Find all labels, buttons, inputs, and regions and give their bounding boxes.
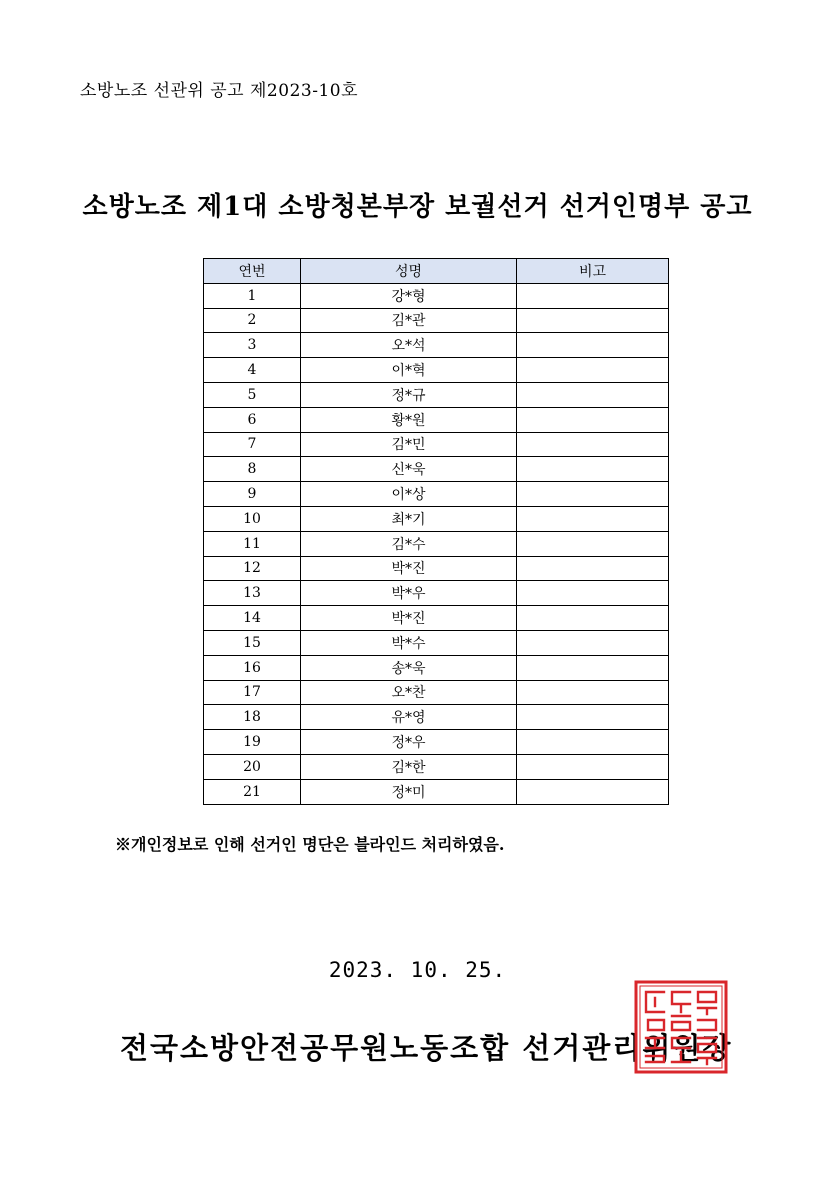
table-row [204,779,669,804]
table-row [204,730,669,755]
table-header-row [204,259,669,284]
table-row [204,630,669,655]
table-body [204,283,669,804]
table-row [204,432,669,457]
table-row [204,531,669,556]
cell-name: 최*기 [301,506,517,531]
signer-name: 전국소방안전공무원노동조합 선거관리위원장 [120,1031,733,1065]
cell-name: 김*수 [301,531,517,556]
cell-number: 3 [204,333,301,358]
table-row [204,457,669,482]
table-row [204,283,669,308]
cell-name: 신*욱 [301,457,517,482]
header-name: 성명 [301,259,517,284]
page-title: 소방노조 제1대 소방청본부장 보궐선거 선거인명부 공고 [82,192,753,222]
table-row [204,680,669,705]
header-remarks: 비고 [517,259,669,284]
cell-name: 유*영 [301,705,517,730]
cell-number: 7 [204,432,301,457]
cell-number: 17 [204,680,301,705]
cell-number: 10 [204,506,301,531]
voter-list-table [203,258,669,805]
cell-name: 정*규 [301,382,517,407]
cell-number: 4 [204,358,301,383]
table-row [204,705,669,730]
cell-name: 황*원 [301,407,517,432]
cell-remarks [517,432,669,457]
cell-number: 6 [204,407,301,432]
cell-number: 1 [204,283,301,308]
cell-remarks [517,506,669,531]
cell-number: 16 [204,655,301,680]
cell-number: 12 [204,556,301,581]
privacy-note: ※개인정보로 인해 선거인 명단은 블라인드 처리하였음. [115,835,505,854]
official-seal-icon [634,980,728,1074]
cell-number: 13 [204,581,301,606]
cell-remarks [517,308,669,333]
cell-name: 김*관 [301,308,517,333]
notice-number: 소방노조 선관위 공고 제2023-10호 [80,81,358,101]
table-row [204,606,669,631]
cell-remarks [517,457,669,482]
cell-number: 5 [204,382,301,407]
cell-number: 8 [204,457,301,482]
cell-remarks [517,358,669,383]
cell-remarks [517,531,669,556]
table-row [204,482,669,507]
table-row [204,382,669,407]
cell-remarks [517,382,669,407]
cell-number: 19 [204,730,301,755]
cell-name: 송*욱 [301,655,517,680]
cell-remarks [517,680,669,705]
notice-date: 2023. 10. 25. [328,958,507,982]
cell-name: 이*상 [301,482,517,507]
cell-number: 15 [204,630,301,655]
cell-remarks [517,779,669,804]
cell-remarks [517,606,669,631]
table-row [204,506,669,531]
cell-remarks [517,482,669,507]
cell-name: 오*찬 [301,680,517,705]
cell-name: 이*혁 [301,358,517,383]
cell-name: 김*한 [301,754,517,779]
cell-number: 18 [204,705,301,730]
cell-number: 11 [204,531,301,556]
table-row [204,358,669,383]
cell-number: 14 [204,606,301,631]
cell-remarks [517,407,669,432]
table-row [204,556,669,581]
cell-name: 정*우 [301,730,517,755]
cell-remarks [517,705,669,730]
table-row [204,308,669,333]
table-row [204,655,669,680]
cell-number: 9 [204,482,301,507]
cell-name: 김*민 [301,432,517,457]
table-row [204,333,669,358]
cell-remarks [517,754,669,779]
cell-number: 20 [204,754,301,779]
table-row [204,581,669,606]
header-number: 연번 [204,259,301,284]
cell-name: 박*수 [301,630,517,655]
table-row [204,407,669,432]
cell-name: 박*진 [301,606,517,631]
cell-remarks [517,581,669,606]
table-row [204,754,669,779]
cell-number: 2 [204,308,301,333]
cell-remarks [517,630,669,655]
cell-name: 박*우 [301,581,517,606]
cell-remarks [517,655,669,680]
cell-name: 오*석 [301,333,517,358]
cell-remarks [517,730,669,755]
cell-remarks [517,283,669,308]
cell-name: 박*진 [301,556,517,581]
cell-number: 21 [204,779,301,804]
cell-name: 정*미 [301,779,517,804]
cell-name: 강*형 [301,283,517,308]
cell-remarks [517,333,669,358]
cell-remarks [517,556,669,581]
